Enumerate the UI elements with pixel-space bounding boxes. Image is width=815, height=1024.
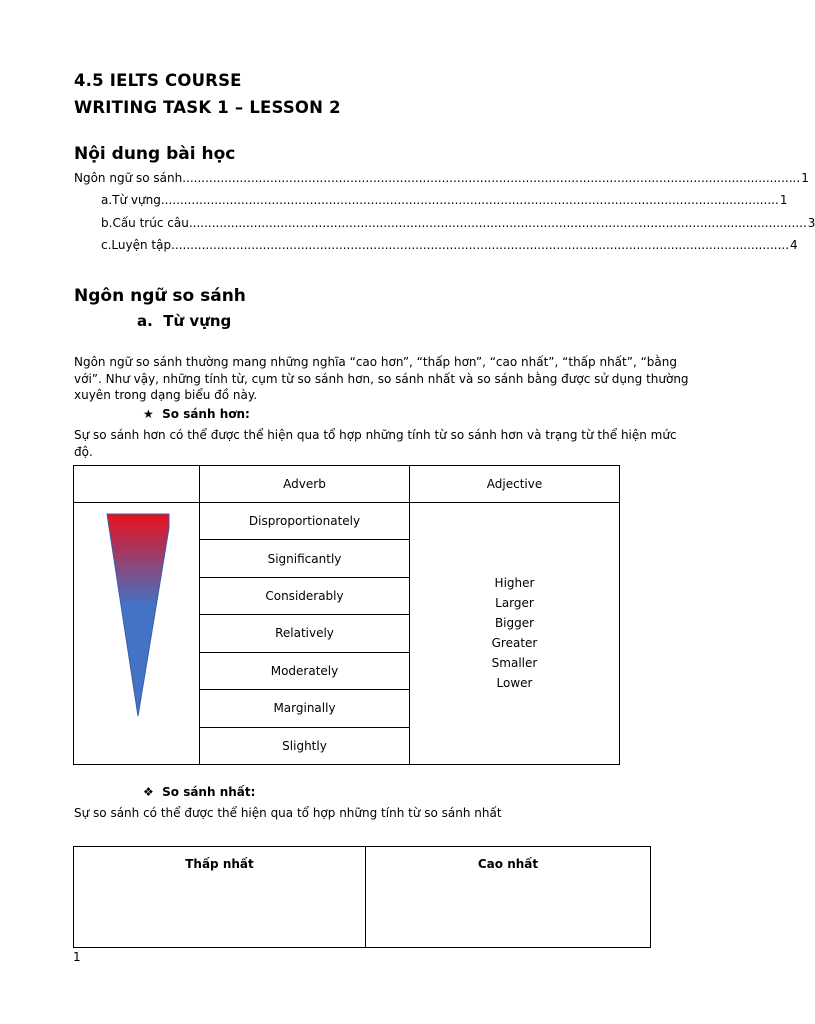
toc-leader: .................................................................................................................................................................. (160, 193, 779, 207)
toc-leader: .................................................................................................................................................................. (171, 238, 790, 252)
toc-item-page: 4 (790, 238, 798, 252)
toc-item-letter: b. (101, 216, 113, 230)
toc-item-label: Từ vựng (112, 193, 161, 207)
comparative-table (73, 465, 620, 765)
gradient-cell (74, 503, 200, 765)
toc-item-page: 1 (801, 171, 809, 185)
comparative-heading (143, 407, 250, 421)
toc-item-page: 3 (807, 216, 815, 230)
toc-leader: .................................................................................................................................................................. (182, 171, 801, 185)
adjective-item: Larger (495, 595, 534, 610)
subsection-heading (137, 312, 231, 330)
toc-item[interactable] (101, 193, 788, 211)
superlative-heading (143, 785, 255, 799)
toc-item[interactable] (74, 171, 809, 189)
lesson-title: WRITING TASK 1 – LESSON 2 (74, 98, 341, 117)
section-heading: Ngôn ngữ so sánh (74, 286, 246, 306)
toc-item-letter: c. (101, 238, 112, 252)
adverb-cell: Relatively (200, 615, 410, 652)
adjective-item: Bigger (494, 615, 535, 630)
adverb-cell: Disproportionately (200, 503, 410, 540)
toc-leader: .................................................................................................................................................................. (188, 216, 807, 230)
toc-item-label: Cấu trúc câu (112, 216, 189, 230)
superlative-heading-text: So sánh nhất: (162, 785, 256, 799)
adverb-cell: Significantly (200, 540, 410, 577)
gradient-triangle (107, 514, 169, 716)
adjective-item: Smaller (491, 655, 538, 670)
course-title: 4.5 IELTS COURSE (74, 71, 242, 90)
star-bullet-icon: ★ (143, 407, 154, 421)
intensity-gradient-icon (74, 503, 199, 761)
adjective-column-header: Adjective (410, 466, 620, 503)
page-number: 1 (73, 950, 81, 964)
superlative-table (73, 846, 651, 948)
toc-item-label: Luyện tập (111, 238, 172, 252)
adverb-column-header: Adverb (200, 466, 410, 503)
toc-item[interactable] (101, 238, 798, 256)
adjective-item: Greater (491, 635, 538, 650)
table-corner-cell (74, 466, 200, 503)
comparative-heading-text: So sánh hơn: (162, 407, 250, 421)
toc-heading: Nội dung bài học (74, 144, 236, 164)
toc-item-letter: a. (101, 193, 113, 207)
subsection-title: Từ vựng (163, 312, 232, 330)
toc-item-page: 1 (779, 193, 788, 207)
comparative-description: Sự so sánh hơn có thể được thể hiện qua tổ hợp những tính từ so sánh hơn và trạng từ thể hiện mức độ. (74, 428, 677, 459)
adjective-cell (410, 503, 620, 765)
adjective-item: Lower (496, 675, 533, 690)
diamond-bullet-icon: ❖ (143, 785, 154, 799)
adjective-item: Higher (494, 575, 535, 590)
toc-item-label: Ngôn ngữ so sánh (74, 171, 183, 185)
superlative-description: Sự so sánh có thể được thể hiện qua tổ hợp những tính từ so sánh nhất (74, 806, 502, 820)
lowest-column-header: Thấp nhất (74, 847, 366, 948)
adverb-cell: Moderately (200, 652, 410, 689)
subsection-letter: a. (137, 312, 153, 330)
toc-item[interactable] (101, 216, 815, 234)
highest-column-header: Cao nhất (366, 847, 651, 948)
intro-paragraph: Ngôn ngữ so sánh thường mang những nghĩa “cao hơn”, “thấp hơn”, “cao nhất”, “thấp nhất”, “bằng với”. Như vậy, những tính từ, cụm từ so sánh hơn, so sánh nhất và so sánh bằng được sử dụng thường xuyên trong dạng biểu đồ này. (74, 355, 689, 402)
adverb-cell: Slightly (200, 727, 410, 764)
adverb-cell: Considerably (200, 577, 410, 614)
adverb-cell: Marginally (200, 690, 410, 727)
